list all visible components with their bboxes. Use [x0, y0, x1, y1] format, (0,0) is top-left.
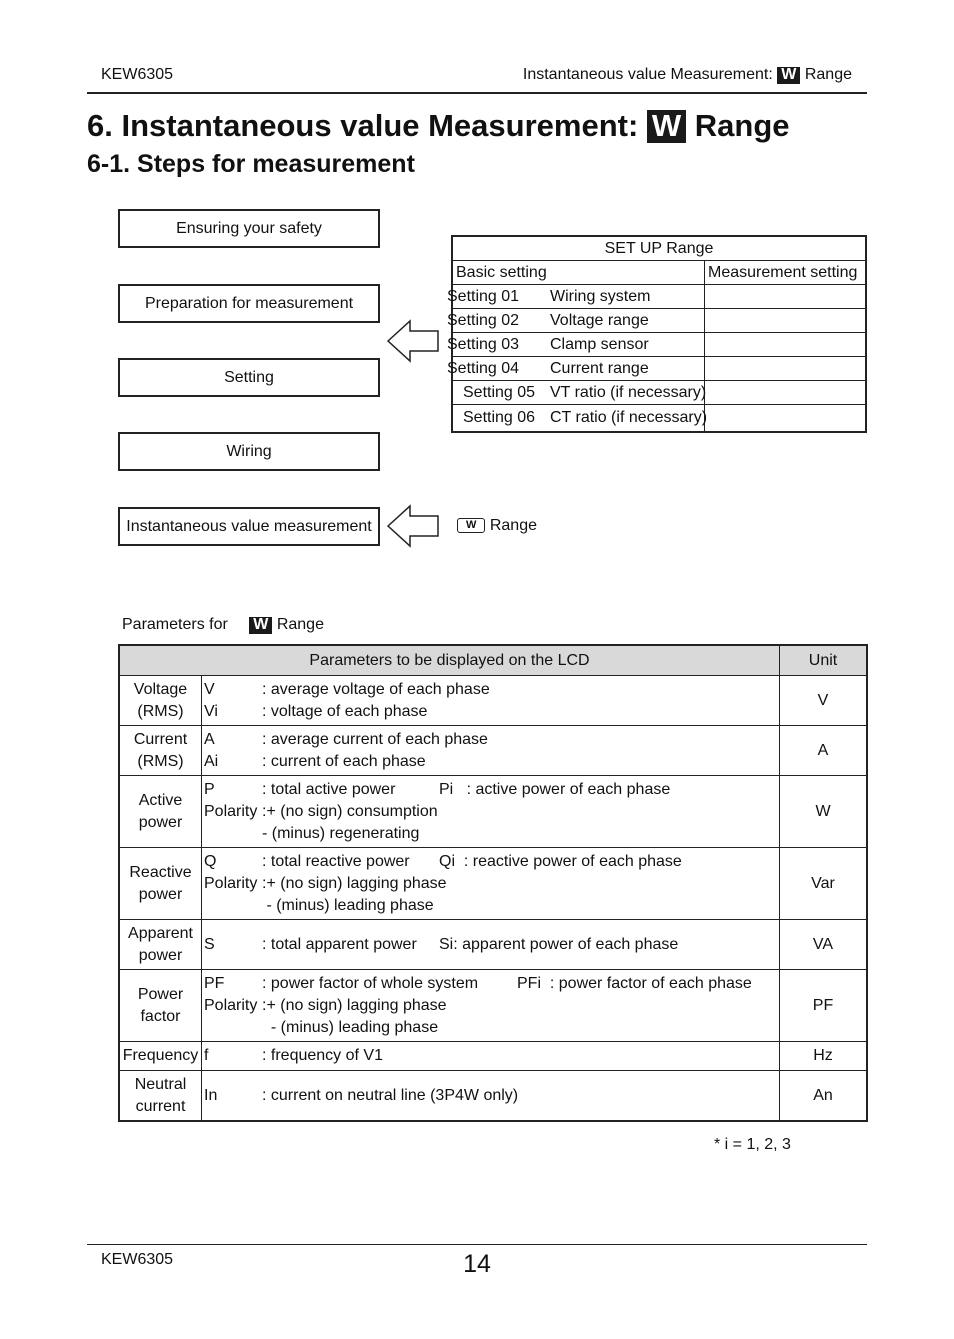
unit-cell: VA: [780, 920, 868, 970]
category-label: power: [138, 946, 183, 964]
description-cell: [202, 1042, 780, 1071]
table-row: [119, 1071, 867, 1122]
param-symbol: Polarity: [204, 802, 258, 820]
unit-cell: An: [780, 1071, 868, 1122]
category-label: Frequency: [122, 1047, 199, 1064]
category-label: Apparent: [128, 924, 193, 942]
header-left: KEW6305: [101, 66, 174, 83]
left-arrow-icon: [386, 319, 440, 363]
param-desc: :+ (no sign) lagging phase: [262, 996, 447, 1014]
param-symbol: A: [204, 730, 215, 748]
description-cell: [202, 970, 780, 1042]
category-cell: [119, 1071, 202, 1122]
category-label: (RMS): [137, 702, 184, 720]
unit-cell: V: [780, 676, 868, 726]
page-number: 14: [463, 1250, 491, 1278]
category-cell: [119, 920, 202, 970]
table-row: [119, 848, 867, 920]
unit-col-header: Unit: [780, 645, 868, 676]
header-right-suffix: Range: [804, 66, 852, 83]
category-label: power: [138, 813, 183, 831]
category-label: Reactive: [129, 863, 192, 881]
category-label: Neutral: [134, 1075, 187, 1093]
setup-row-id: Setting 05: [463, 384, 536, 401]
param-symbol: Polarity: [204, 996, 258, 1014]
setup-row: [452, 333, 866, 357]
param-symbol: [204, 823, 262, 845]
footer-left: KEW6305: [101, 1251, 174, 1268]
category-label: Power: [137, 985, 184, 1003]
param-symbol: Ai: [204, 752, 219, 770]
param-symbol: S: [204, 935, 215, 953]
param-symbol: V: [204, 680, 215, 698]
param-desc: : average voltage of each phase: [262, 680, 490, 698]
setup-row-name: VT ratio (if necessary): [550, 384, 707, 401]
param-desc: - (minus) regenerating: [262, 824, 420, 842]
param-symbol: In: [204, 1086, 218, 1104]
params-heading-prefix: Parameters for: [122, 616, 228, 633]
params-col-header: Parameters to be displayed on the LCD: [119, 645, 780, 676]
description-cell: [202, 1071, 780, 1122]
param-desc: : current on neutral line (3P4W only): [262, 1086, 519, 1104]
setup-table: [447, 235, 867, 433]
setup-row: [452, 381, 866, 405]
setup-row-id: Setting 06: [463, 409, 536, 426]
parameters-table: [118, 644, 868, 1122]
param-symbol: Q: [204, 852, 217, 870]
range-callout-label: Range: [489, 517, 537, 534]
param-symbol: Vi: [204, 702, 218, 720]
setup-row-name: CT ratio (if necessary): [550, 409, 708, 426]
category-cell: [119, 1042, 202, 1071]
footer-rule: [87, 1244, 867, 1245]
param-desc: : total active power: [262, 780, 396, 798]
setup-row-name: Wiring system: [550, 288, 651, 305]
unit-cell: Var: [780, 848, 868, 920]
setup-row-id: Setting 03: [447, 336, 520, 353]
table-row: [119, 920, 867, 970]
param-extra: Pi : active power of each phase: [439, 780, 671, 798]
category-cell: [119, 676, 202, 726]
category-label: Current: [133, 730, 188, 748]
step-box-preparation: Preparation for measurement: [118, 284, 380, 323]
param-desc: - (minus) leading phase: [262, 1018, 439, 1036]
setup-row: [452, 309, 866, 333]
params-heading: [122, 616, 324, 634]
section-title: 6-1. Steps for measurement: [87, 150, 415, 178]
setup-row-name: Current range: [550, 360, 649, 377]
setup-table-title: SET UP Range: [452, 236, 866, 261]
table-row: [119, 1042, 867, 1071]
category-label: Active: [138, 791, 183, 809]
param-extra: Qi : reactive power of each phase: [439, 852, 682, 870]
params-heading-suffix: Range: [276, 616, 324, 633]
param-symbol: PF: [204, 974, 225, 992]
param-extra: PFi : power factor of each phase: [517, 974, 752, 992]
setup-row: [452, 285, 866, 309]
param-symbol: P: [204, 780, 215, 798]
header-right: [523, 66, 852, 84]
param-desc: : power factor of whole system: [262, 974, 479, 992]
category-label: Voltage: [133, 680, 188, 698]
setup-row-id: Setting 02: [447, 312, 520, 329]
left-arrow-icon: [386, 504, 440, 548]
unit-cell: Hz: [780, 1042, 868, 1071]
category-cell: [119, 970, 202, 1042]
setup-row-id: Setting 01: [447, 288, 520, 305]
unit-cell: W: [780, 776, 868, 848]
param-desc: : voltage of each phase: [262, 702, 428, 720]
table-row: [119, 726, 867, 776]
description-cell: [202, 676, 780, 726]
unit-cell: A: [780, 726, 868, 776]
unit-cell: PF: [780, 970, 868, 1042]
setup-row-name: Clamp sensor: [550, 336, 649, 353]
page-title-prefix: 6. Instantaneous value Measurement:: [87, 108, 639, 143]
step-box-safety: Ensuring your safety: [118, 209, 380, 248]
page-title: [87, 108, 790, 144]
setup-row-name: Voltage range: [550, 312, 649, 329]
param-desc: - (minus) leading phase: [262, 896, 434, 914]
step-box-measurement: Instantaneous value measurement: [118, 507, 380, 546]
page-title-w-badge: W: [647, 110, 686, 143]
setup-row: [452, 357, 866, 381]
category-label: factor: [140, 1007, 181, 1025]
header-right-prefix: Instantaneous value Measurement:: [522, 66, 773, 83]
footnote: * i = 1, 2, 3: [714, 1136, 791, 1153]
page-title-suffix: Range: [694, 108, 790, 143]
header-w-badge: W: [777, 67, 800, 84]
param-symbol: [204, 1017, 262, 1039]
param-symbol: Polarity: [204, 874, 258, 892]
param-desc: : total apparent power: [262, 935, 417, 953]
setup-col-measurement: Measurement setting: [705, 261, 867, 285]
param-symbol: [204, 895, 262, 917]
category-label: (RMS): [137, 752, 184, 770]
params-heading-w-badge: W: [249, 617, 272, 634]
setup-row-id: Setting 04: [447, 360, 520, 377]
step-box-wiring: Wiring: [118, 432, 380, 471]
param-symbol: f: [204, 1047, 209, 1064]
description-cell: [202, 848, 780, 920]
table-row: [119, 676, 867, 726]
category-label: current: [135, 1097, 186, 1115]
setup-row: [452, 405, 866, 433]
param-desc: :+ (no sign) consumption: [262, 802, 438, 820]
param-desc: : average current of each phase: [262, 730, 488, 748]
table-row: [119, 970, 867, 1042]
w-range-badge: W: [457, 518, 485, 533]
description-cell: [202, 920, 780, 970]
description-cell: [202, 726, 780, 776]
category-cell: [119, 776, 202, 848]
table-row: [119, 776, 867, 848]
range-callout: [457, 517, 537, 535]
description-cell: [202, 776, 780, 848]
category-label: power: [138, 885, 183, 903]
category-cell: [119, 726, 202, 776]
param-desc: : frequency of V1: [262, 1047, 383, 1064]
param-extra: Si: apparent power of each phase: [439, 935, 679, 953]
setup-col-basic: Basic setting: [452, 261, 705, 285]
param-desc: : total reactive power: [262, 852, 410, 870]
category-cell: [119, 848, 202, 920]
param-desc: :+ (no sign) lagging phase: [262, 874, 447, 892]
param-desc: : current of each phase: [262, 752, 426, 770]
step-box-setting: Setting: [118, 358, 380, 397]
header-rule: [87, 92, 867, 94]
